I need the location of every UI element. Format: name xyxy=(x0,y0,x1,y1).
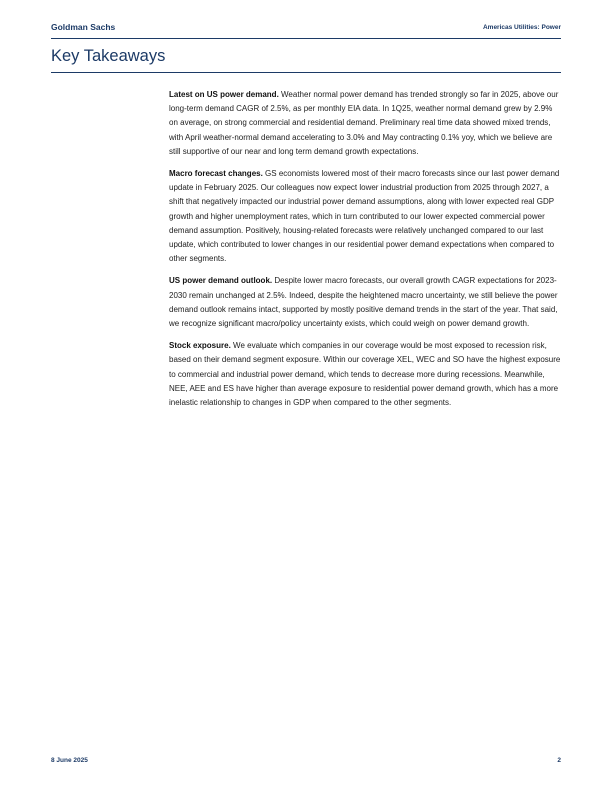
page-number: 2 xyxy=(557,757,561,764)
paragraph-demand-outlook xyxy=(169,274,561,331)
paragraph-power-demand xyxy=(169,88,561,159)
brand-name: Goldman Sachs xyxy=(51,22,116,32)
report-section-label: Americas Utilities: Power xyxy=(482,24,561,31)
paragraph-lead: Latest on US power demand. xyxy=(169,90,279,99)
paragraph-macro-forecast xyxy=(169,167,561,266)
paragraph-text: We evaluate which companies in our coverage would be most exposed to recession risk, based on their demand segment exposure. Within our coverage XEL, WEC and SO have the highest exposure to commercial and industrial power demand, which tends to decrease more during recessions. Meanwhile, NEE, AEE and ES have higher than average exposure to residential power demand growth, which has a more inelastic relationship to changes in GDP when compared to the other segments. xyxy=(169,341,561,408)
paragraph-text: Despite lower macro forecasts, our overall growth CAGR expectations for 2023-2030 remain unchanged at 2.5%. Indeed, despite the heightened macro uncertainty, we still believe the power demand outlook remains intact, supported by mostly positive demand trends in the start of the year. That said, we recognize significant macro/policy uncertainty exists, which could weigh on power demand growth. xyxy=(169,276,558,329)
page-title: Key Takeaways xyxy=(51,47,166,65)
paragraph-lead: US power demand outlook. xyxy=(169,276,273,286)
takeaways-body xyxy=(169,88,561,418)
header-divider xyxy=(51,38,561,39)
page-header xyxy=(51,22,561,38)
paragraph-stock-exposure xyxy=(169,339,561,410)
title-divider xyxy=(51,72,561,73)
footer-date: 8 June 2025 xyxy=(51,757,88,764)
paragraph-lead: Stock exposure. xyxy=(169,341,231,351)
paragraph-text: GS economists lowered most of their macro forecasts since our last power demand update in February 2025. Our colleagues now expect lower industrial production from 2025 through 2027, a shift that negatively impacted our industrial power demand assumptions, along with lower expected real GDP growth and higher unemployment rates, which in turn contributed to our lower expected commercial power demand assumption. Positively, housing-related forecasts were relatively unchanged compared to our last update, which contributed to lower changes in our residential power demand expectations when compared to other segments. xyxy=(169,169,560,264)
paragraph-lead: Macro forecast changes. xyxy=(169,169,263,179)
paragraph-text: Weather normal power demand has trended strongly so far in 2025, above our long-term demand CAGR of 2.5%, as per monthly EIA data. In 1Q25, weather normal demand grew by 2.9% on average, on strong commercial and residential demand. Preliminary real time data showed mixed trends, with April weather-normal demand accelerating to 3.0% and May contracting 0.1% yoy, which we believe are still supportive of our near and long term demand growth expectations. xyxy=(169,90,559,156)
